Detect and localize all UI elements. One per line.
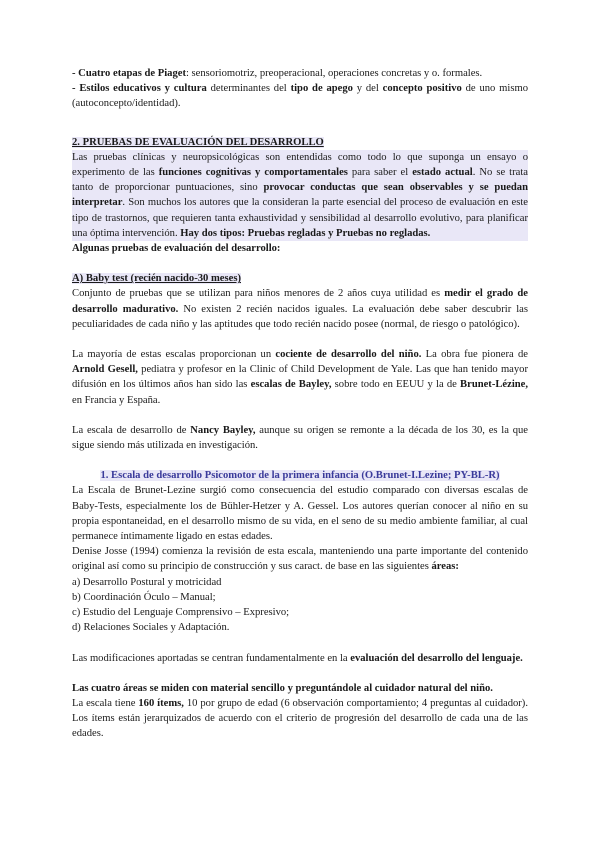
- scale-paragraph-4: Las cuatro áreas se miden con material sencillo y preguntándole al cuidador natural del niño.: [72, 682, 493, 694]
- section-paragraph: Las pruebas clínicas y neuropsicológicas son entendidas como todo lo que suponga un ensayo o experimento de las funciones cognitivas y comportamentales para saber el estado actual. No se trata tanto de proporcionar puntuaciones, sino provocar conductas que sean observables y se puedan interpretar. Son muchos los autores que la consideran la parte esencial del proceso de evaluación en este tipo de trastornos, que requieren tanta exhaustividad y sensibilidad al desarrollo evolutivo, para planificar una óptima intervención. Hay dos tipos: Pruebas regladas y Pruebas no regladas.: [72, 150, 528, 241]
- section-heading: 2. PRUEBAS DE EVALUACIÓN DEL DESARROLLO: [72, 136, 324, 148]
- baby-test-paragraph-3: La escala de desarrollo de Nancy Bayley, aunque su origen se remonte a la década de los 30, es la que sigue siendo más utilizada en investigación.: [72, 424, 528, 452]
- baby-test-paragraph-2: La mayoría de estas escalas proporcionan un cociente de desarrollo del niño. La obra fue pionera de Arnold Gesell, pediatra y profesor en la Clinic of Child Development de Yale. Las que han tenido mayor difusión en los últimos años han sido las escalas de Bayley, sobre todo en EEUU y la de Brunet-Lézine, en Francia y España.: [72, 349, 529, 406]
- intro-line-estilos: - Estilos educativos y cultura determinantes del tipo de apego y del concepto positivo de uno mismo (autoconcepto/identidad).: [72, 83, 528, 110]
- area-item: c) Estudio del Lenguaje Comprensivo – Expresivo;: [72, 607, 290, 619]
- area-item: d) Relaciones Sociales y Adaptación.: [72, 622, 230, 634]
- intro-line-piaget: - Cuatro etapas de Piaget: sensoriomotriz, preoperacional, operaciones concretas y o. formales.: [72, 68, 483, 79]
- area-item: a) Desarrollo Postural y motricidad: [72, 576, 222, 588]
- scale-paragraph-5: La escala tiene 160 ítems, 10 por grupo de edad (6 observación comportamiento; 4 preguntas al cuidador). Los ítems están jerarquizados de acuerdo con el criterio de progresión del desarrollo de cada una de las edades.: [72, 697, 528, 740]
- scale-paragraph-3: Las modificaciones aportadas se centran fundamentalmente en la evaluación del desarrollo del lenguaje.: [72, 652, 523, 664]
- section-subtitle: Algunas pruebas de evaluación del desarrollo:: [72, 243, 281, 255]
- baby-test-paragraph-1: Conjunto de pruebas que se utilizan para niños menores de 2 años cuya utilidad es medir el grado de desarrollo madurativo. No existen 2 recién nacidos iguales. La evaluación debe saber descubrir las peculiaridades de cada niño y las aptitudes que todo recién nacido posee (normal, de riesgo o patológico).: [72, 288, 528, 330]
- area-item: b) Coordinación Óculo – Manual;: [72, 591, 216, 603]
- baby-test-heading: A) Baby test (recién nacido-30 meses): [72, 273, 241, 285]
- document-page: [72, 66, 528, 742]
- scale-heading: 1. Escala de desarrollo Psicomotor de la primera infancia (O.Brunet-I.Lezine; PY-BL-R): [100, 470, 500, 482]
- scale-paragraph-1: La Escala de Brunet-Lezine surgió como consecuencia del estudio comparado con diversas escalas de Baby-Tests, especialmente los de Bühler-Hetzer y A. Gessel. Los autores querían conocer al niño en su propia espontaneidad, en el desarrollo mismo de su vida, en el seno de su medio ambiente familiar, al cual permanece íntimamente ligado en estas edades.: [72, 485, 528, 543]
- scale-paragraph-2: Denise Josse (1994) comienza la revisión de esta escala, manteniendo una parte importante del contenido original así como su principio de construcción y sus caract. de base en las siguientes áreas:: [72, 546, 528, 573]
